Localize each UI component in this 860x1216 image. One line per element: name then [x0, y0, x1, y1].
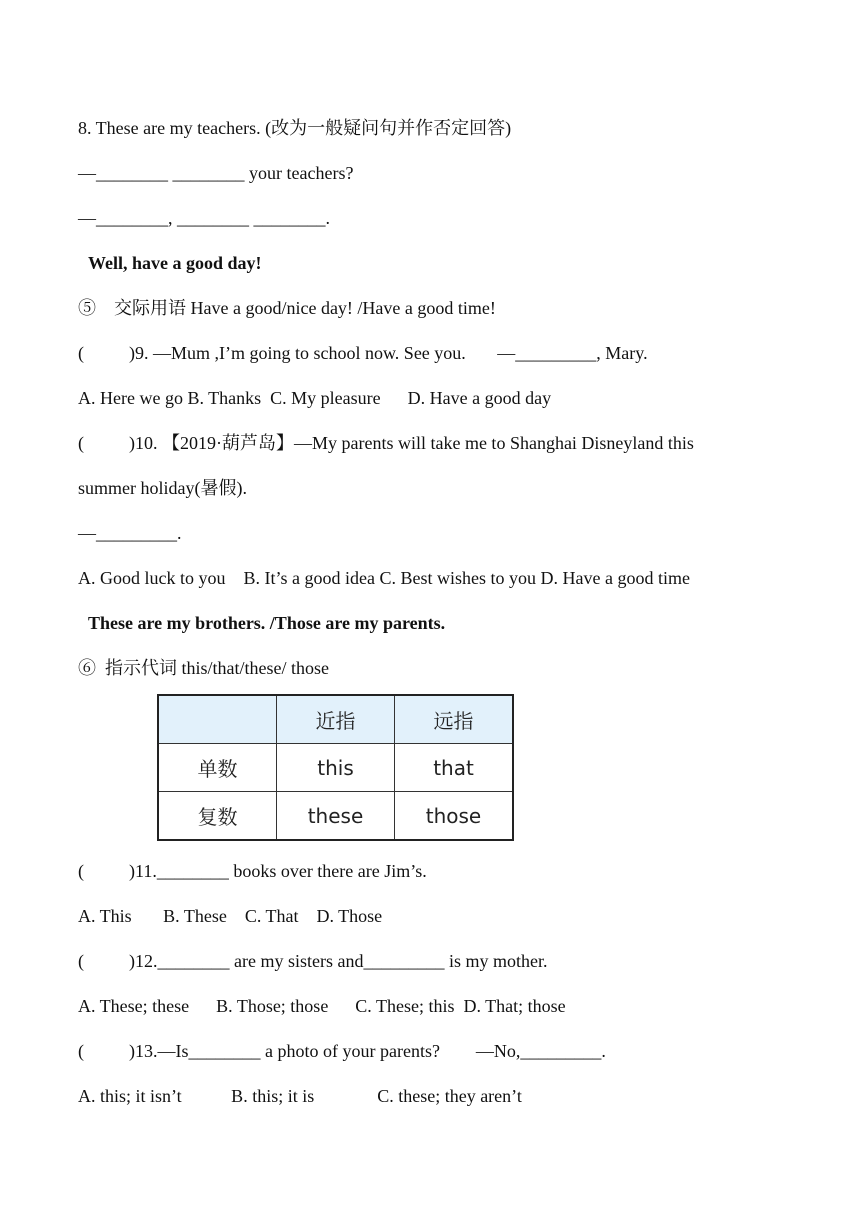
table-cell: those — [395, 792, 514, 841]
table-header-cell: 近指 — [277, 695, 395, 744]
answer-line-1: —________ ________ your teachers? — [78, 163, 354, 183]
table-row — [158, 744, 513, 792]
table-cell: that — [395, 744, 514, 792]
question-13-options: A. this; it isn’t B. this; it is C. these; they aren’t — [78, 1086, 522, 1106]
question-12-options: A. These; these B. Those; those C. These; this D. That; those — [78, 996, 566, 1016]
table-header-cell — [158, 695, 277, 744]
section-heading-good-day: Well, have a good day! — [88, 253, 262, 273]
demonstratives-table — [157, 694, 514, 841]
topic-5-title: ⑤ 交际用语 Have a good/nice day! /Have a good time! — [78, 298, 496, 318]
question-12: ( )12.________ are my sisters and_________ is my mother. — [78, 951, 548, 971]
question-9-options: A. Here we go B. Thanks C. My pleasure D. Have a good day — [78, 388, 552, 408]
question-9: ( )9. —Mum ,I’m going to school now. See you. —_________, Mary. — [78, 343, 648, 363]
table-cell: 复数 — [158, 792, 277, 841]
table-header-cell: 远指 — [395, 695, 514, 744]
table-row — [158, 792, 513, 841]
question-10-blank: —_________. — [78, 523, 182, 543]
question-8: 8. These are my teachers. (改为一般疑问句并作否定回答) — [78, 118, 512, 138]
topic-6-title: ⑥ 指示代词 this/that/these/ those — [78, 658, 329, 678]
question-11: ( )11.________ books over there are Jim’s. — [78, 861, 427, 881]
question-10-options: A. Good luck to you B. It’s a good idea C. Best wishes to you D. Have a good time — [78, 568, 690, 588]
question-10: ( )10. 【2019·葫芦岛】—My parents will take me to Shanghai Disneyland this — [78, 433, 694, 453]
table-header-row — [158, 695, 513, 744]
answer-line-2: —________, ________ ________. — [78, 208, 330, 228]
table-cell: this — [277, 744, 395, 792]
table-cell: 单数 — [158, 744, 277, 792]
section-heading-demonstratives: These are my brothers. /Those are my parents. — [88, 613, 446, 633]
question-13: ( )13.—Is________ a photo of your parents? —No,_________. — [78, 1041, 606, 1061]
question-11-options: A. This B. These C. That D. Those — [78, 906, 383, 926]
table-cell: these — [277, 792, 395, 841]
question-10-cont: summer holiday(暑假). — [78, 478, 247, 498]
